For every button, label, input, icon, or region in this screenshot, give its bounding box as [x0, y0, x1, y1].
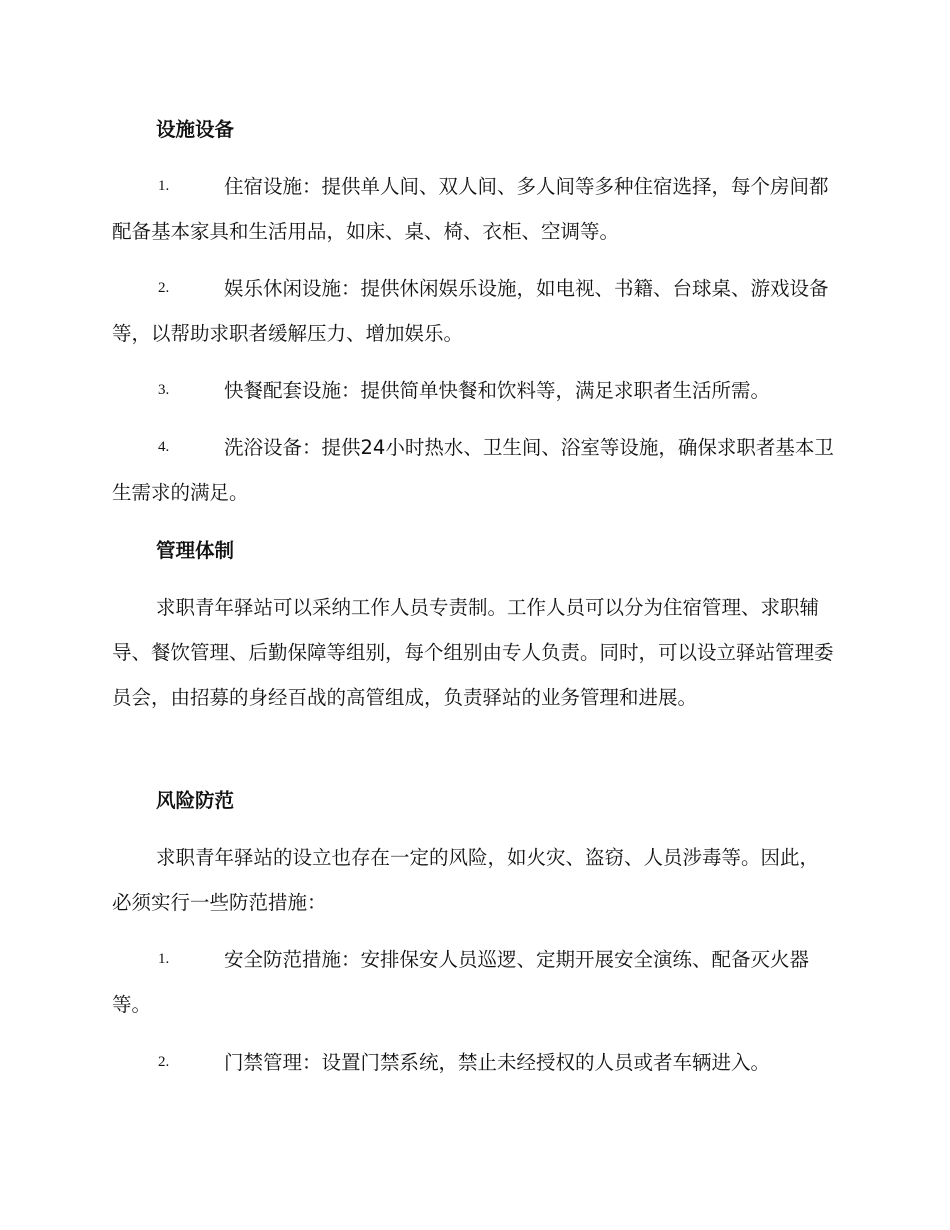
paragraph-management: 求职青年驿站可以采纳工作人员专责制。工作人员可以分为住宿管理、求职辅导、餐饮管理、后勤保障等组别，每个组别由专人负责。同时，可以设立驿站管理委员会，由招募的身经百战的高管组成，负责驿站的业务管理和进展。	[112, 596, 834, 709]
list-item	[112, 368, 834, 413]
list-item	[112, 266, 834, 356]
list-item-text: 安全防范措施：安排保安人员巡逻、定期开展安全演练、配备灭火器等。	[112, 948, 810, 1016]
paragraph-risk: 求职青年驿站的设立也存在一定的风险，如火灾、盗窃、人员涉毒等。因此，必须实行一些防范措施：	[112, 846, 820, 914]
list-item-number: 1.	[158, 951, 170, 967]
list-item	[112, 425, 834, 515]
list-item-number: 2.	[158, 280, 170, 296]
section-title-risk: 风险防范	[156, 789, 235, 812]
list-item-number: 3.	[158, 382, 170, 398]
list-item-text: 住宿设施：提供单人间、双人间、多人间等多种住宿选择，每个房间都配备基本家具和生活用品，如床、桌、椅、衣柜、空调等。	[112, 175, 829, 243]
list-item	[112, 937, 834, 1027]
list-item-number: 4.	[158, 439, 170, 455]
list-item-text: 娱乐休闲设施：提供休闲娱乐设施，如电视、书籍、台球桌、游戏设备等，以帮助求职者缓解压力、增加娱乐。	[112, 277, 829, 345]
section-title-facilities: 设施设备	[156, 118, 235, 141]
section-title-management: 管理体制	[156, 539, 235, 562]
list-item-text: 门禁管理：设置门禁系统，禁止未经授权的人员或者车辆进入。	[224, 1051, 771, 1074]
list-item-text: 洗浴设备：提供24小时热水、卫生间、浴室等设施，确保求职者基本卫生需求的满足。	[112, 436, 834, 504]
list-item-number: 1.	[158, 178, 170, 194]
list-item	[112, 1040, 834, 1085]
list-item-text: 快餐配套设施：提供简单快餐和饮料等，满足求职者生活所需。	[224, 379, 771, 402]
list-item	[112, 164, 834, 254]
list-item-number: 2.	[158, 1054, 170, 1070]
